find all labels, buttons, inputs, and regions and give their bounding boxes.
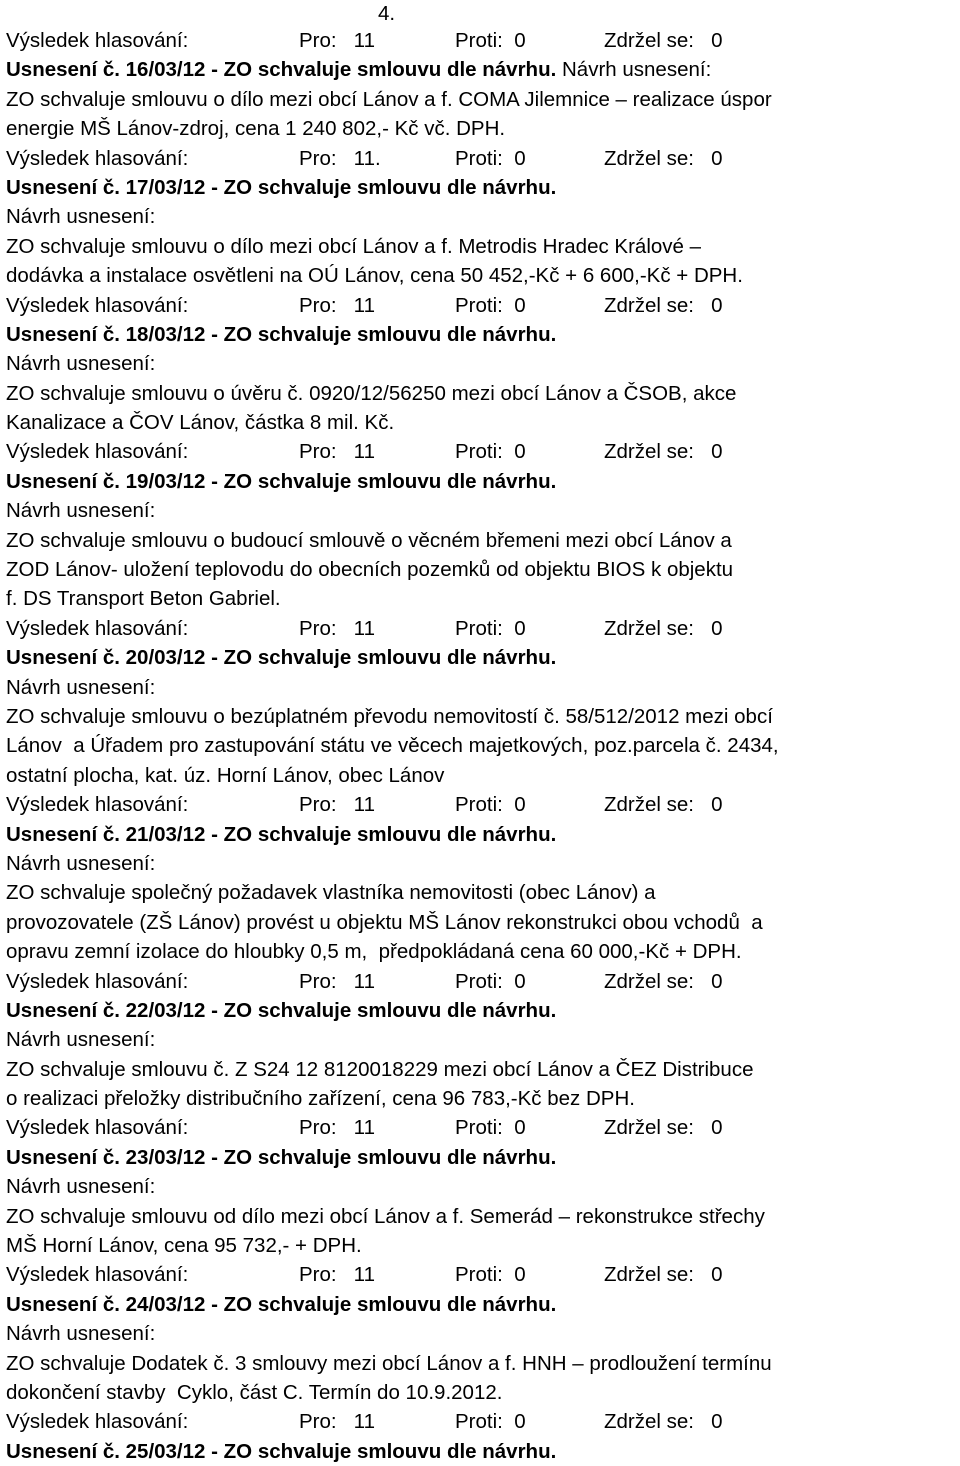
proposal-label: Návrh usnesení: [6,851,156,875]
document-page [6,0,960,1466]
vote-pro: Pro: 11 [299,616,375,640]
vote-abstain: Zdržel se: 0 [604,793,723,817]
resolution-text-line: ZO schvaluje smlouvu o budoucí smlouvě o věcném břemeni mezi obcí Lánov a [6,528,732,552]
resolution-block [6,320,960,467]
vote-proti: Proti: 0 [455,616,526,640]
vote-abstain: Zdržel se: 0 [604,1263,723,1287]
resolution-heading: Usnesení č. 21/03/12 - ZO schvaluje smlouvu dle návrhu. [6,822,557,846]
vote-result [6,437,960,466]
proposal-label: Návrh usnesení: [6,499,156,523]
proposal-label: Návrh usnesení: [6,1322,156,1346]
resolution-text-line: f. DS Transport Beton Gabriel. [6,587,281,611]
vote-abstain: Zdržel se: 0 [604,1116,723,1140]
vote-proti: Proti: 0 [455,146,526,170]
vote-abstain: Zdržel se: 0 [604,969,723,993]
vote-result [6,967,960,996]
resolution-heading: Usnesení č. 19/03/12 - ZO schvaluje smlouvu dle návrhu. [6,469,557,493]
vote-result [6,144,960,173]
resolution-block [6,173,960,320]
vote-proti: Proti: 0 [455,1263,526,1287]
resolution-text-line: ZO schvaluje smlouvu o dílo mezi obcí Lánov a f. COMA Jilemnice – realizace úspor [6,87,772,111]
vote-label: Výsledek hlasování: [6,440,189,464]
resolution-block [6,467,960,643]
resolution-heading: Usnesení č. 20/03/12 - ZO schvaluje smlouvu dle návrhu. [6,646,557,670]
vote-label: Výsledek hlasování: [6,29,189,52]
vote-abstain: Zdržel se: 0 [604,146,723,170]
resolution-heading: Usnesení č. 25/03/12 - ZO schvaluje smlouvu dle návrhu. [6,1439,557,1463]
vote-pro: Pro: 11 [299,1116,375,1140]
vote-label: Výsledek hlasování: [6,1410,189,1434]
vote-label: Výsledek hlasování: [6,293,189,317]
resolution-block [6,996,960,1143]
proposal-label: Návrh usnesení: [6,1175,156,1199]
vote-pro: Pro: 11. [299,146,381,170]
vote-abstain: Zdržel se: 0 [604,29,723,52]
resolution-block [6,55,960,173]
proposal-label: Návrh usnesení: [556,58,712,82]
vote-proti: Proti: 0 [455,293,526,317]
vote-pro: Pro: 11 [299,1263,375,1287]
vote-proti: Proti: 0 [455,29,526,52]
proposal-label: Návrh usnesení: [6,1028,156,1052]
vote-pro: Pro: 11 [299,440,375,464]
vote-label: Výsledek hlasování: [6,616,189,640]
vote-abstain: Zdržel se: 0 [604,616,723,640]
resolution-block [6,643,960,819]
resolution-text-line: ZO schvaluje smlouvu o úvěru č. 0920/12/56250 mezi obcí Lánov a ČSOB, akce [6,381,737,405]
resolution-text-line: ZO schvaluje Dodatek č. 3 smlouvy mezi obcí Lánov a f. HNH – prodloužení termínu [6,1351,772,1375]
vote-abstain: Zdržel se: 0 [604,440,723,464]
resolution-heading: Usnesení č. 17/03/12 - ZO schvaluje smlouvu dle návrhu. [6,175,557,199]
resolution-text-line: energie MŠ Lánov-zdroj, cena 1 240 802,- Kč vč. DPH. [6,117,506,141]
resolution-text-line: dodávka a instalace osvětleni na OÚ Lánov, cena 50 452,-Kč + 6 600,-Kč + DPH. [6,264,743,288]
resolution-heading: Usnesení č. 16/03/12 - ZO schvaluje smlouvu dle návrhu. [6,58,557,82]
resolution-text-line: dokončení stavby Cyklo, část C. Termín do 10.9.2012. [6,1380,503,1404]
vote-abstain: Zdržel se: 0 [604,1410,723,1434]
resolution-text-line: Lánov a Úřadem pro zastupování státu ve věcech majetkových, poz.parcela č. 2434, [6,734,779,758]
resolution-heading-line [6,1143,960,1172]
resolution-heading-line [6,820,960,849]
resolution-text-line: Kanalizace a ČOV Lánov, částka 8 mil. Kč. [6,411,395,435]
vote-label: Výsledek hlasování: [6,969,189,993]
resolution-heading: Usnesení č. 23/03/12 - ZO schvaluje smlouvu dle návrhu. [6,1145,557,1169]
vote-pro: Pro: 11 [299,793,375,817]
vote-proti: Proti: 0 [455,793,526,817]
resolution-text-line: ZO schvaluje smlouvu od dílo mezi obcí Lánov a f. Semerád – rekonstrukce střechy [6,1204,765,1228]
vote-pro: Pro: 11 [299,969,375,993]
vote-label: Výsledek hlasování: [6,1263,189,1287]
resolution-heading-line [6,320,960,349]
vote-result [6,1113,960,1142]
vote-proti: Proti: 0 [455,969,526,993]
resolution-text-line: ostatní plocha, kat. úz. Horní Lánov, obec Lánov [6,763,445,787]
resolution-text-line: o realizaci přeložky distribučního zařízení, cena 96 783,-Kč bez DPH. [6,1087,635,1111]
resolution-text-line: provozovatele (ZŠ Lánov) provést u objektu MŠ Lánov rekonstrukci obou vchodů a [6,910,763,934]
resolution-text-line: ZO schvaluje smlouvu č. Z S24 12 8120018229 mezi obcí Lánov a ČEZ Distribuce [6,1057,754,1081]
resolution-heading: Usnesení č. 24/03/12 - ZO schvaluje smlouvu dle návrhu. [6,1292,557,1316]
proposal-label: Návrh usnesení: [6,675,156,699]
vote-label: Výsledek hlasování: [6,146,189,170]
vote-result [6,614,960,643]
resolution-heading-line [6,467,960,496]
resolution-heading-line [6,1290,960,1319]
resolution-text-line: opravu zemní izolace do hloubky 0,5 m, předpokládaná cena 60 000,-Kč + DPH. [6,940,742,964]
resolution-heading: Usnesení č. 18/03/12 - ZO schvaluje smlouvu dle návrhu. [6,322,557,346]
vote-result [6,1407,960,1436]
resolution-text-line: ZO schvaluje smlouvu o dílo mezi obcí Lánov a f. Metrodis Hradec Králové – [6,234,702,258]
resolution-block [6,820,960,996]
vote-proti: Proti: 0 [455,1116,526,1140]
resolution-heading-line [6,55,960,84]
resolution-heading: Usnesení č. 22/03/12 - ZO schvaluje smlouvu dle návrhu. [6,998,557,1022]
vote-abstain: Zdržel se: 0 [604,293,723,317]
resolution-text-line: ZO schvaluje společný požadavek vlastníka nemovitosti (obec Lánov) a [6,881,656,905]
vote-result [6,790,960,819]
proposal-label: Návrh usnesení: [6,205,156,229]
page-number: 4. [378,2,396,25]
resolution-heading-line [6,643,960,672]
vote-result [6,291,960,320]
proposal-label: Návrh usnesení: [6,352,156,376]
resolutions-list [6,55,960,1436]
resolution-text-line: ZO schvaluje smlouvu o bezúplatném převodu nemovitostí č. 58/512/2012 mezi obcí [6,704,773,728]
resolution-block [6,1290,960,1437]
vote-pro: Pro: 11 [299,29,375,52]
resolution-block [6,1143,960,1290]
vote-label: Výsledek hlasování: [6,793,189,817]
vote-result [6,26,960,55]
vote-pro: Pro: 11 [299,1410,375,1434]
resolution-text-line: ZOD Lánov- uložení teplovodu do obecních pozemků od objektu BIOS k objektu [6,558,734,582]
vote-proti: Proti: 0 [455,1410,526,1434]
resolution-heading-line [6,996,960,1025]
vote-result [6,1260,960,1289]
vote-label: Výsledek hlasování: [6,1116,189,1140]
resolution-text-line: MŠ Horní Lánov, cena 95 732,- + DPH. [6,1234,362,1258]
vote-proti: Proti: 0 [455,440,526,464]
resolution-heading-line [6,173,960,202]
vote-pro: Pro: 11 [299,293,375,317]
